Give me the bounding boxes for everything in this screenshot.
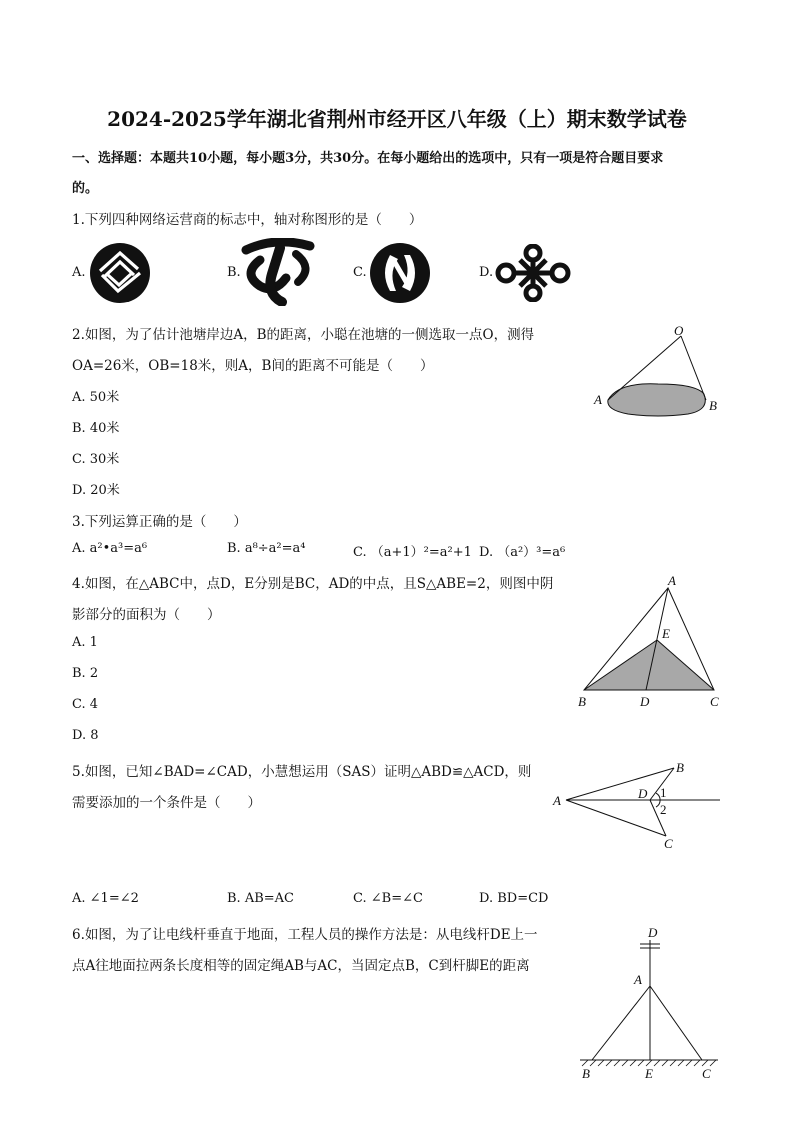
q1-option-b-label: B. — [227, 265, 241, 280]
q2-label-b: B — [709, 398, 717, 413]
q2-option-d: D. 20米 — [72, 483, 120, 498]
q3-option-b: B. a⁸÷a²=a⁴ — [227, 541, 306, 556]
q6-label-b: B — [582, 1066, 590, 1081]
q5-label-angle2: 2 — [660, 802, 667, 817]
q2-option-b: B. 40米 — [72, 421, 120, 436]
q4-label-c: C — [710, 694, 719, 709]
q4-line1: 4.如图，在△ABC中，点D，E分别是BC，AD的中点，且S△ABE=2，则图中阴 — [72, 576, 554, 592]
q6-line1: 6.如图，为了让电线杆垂直于地面，工程人员的操作方法是：从电线杆DE上一 — [72, 927, 538, 943]
q5-label-c: C — [664, 836, 673, 851]
q4-option-c: C. 4 — [72, 697, 99, 712]
q5-option-b: B. AB=AC — [227, 891, 294, 906]
q2-option-a: A. 50米 — [72, 390, 120, 405]
q4-label-d: D — [640, 694, 650, 709]
q5-label-a: A — [553, 793, 561, 808]
q2-label-o: O — [674, 323, 684, 338]
q5-line2: 需要添加的一个条件是（ ） — [72, 795, 261, 811]
q4-label-e: E — [662, 626, 670, 641]
q4-label-b: B — [578, 694, 586, 709]
page-title: 2024-2025学年湖北省荆州市经开区八年级（上）期末数学试卷 — [107, 107, 687, 131]
q2-option-c: C. 30米 — [72, 452, 120, 467]
q4-triangle-figure — [572, 570, 732, 712]
china-netcom-logo-icon — [368, 241, 432, 305]
q6-line2: 点A往地面拉两条长度相等的固定绳AB与AC，当固定点B，C到杆脚E的距离 — [72, 958, 530, 974]
china-telecom-logo-icon — [240, 238, 316, 306]
q4-option-a: A. 1 — [72, 635, 98, 650]
q6-label-d: D — [648, 925, 658, 940]
q5-label-b: B — [676, 760, 684, 775]
q5-kite-figure — [550, 756, 726, 852]
china-unicom-logo-icon — [494, 244, 572, 302]
q6-label-a: A — [634, 972, 642, 987]
q1-option-c-label: C. — [353, 265, 367, 280]
section-header-line2: 的。 — [72, 181, 99, 196]
q4-label-a: A — [668, 573, 676, 588]
q5-label-d: D — [638, 786, 648, 801]
q3-stem: 3.下列运算正确的是（ ） — [72, 514, 247, 530]
q4-line2: 影部分的面积为（ ） — [72, 607, 221, 623]
q6-label-e: E — [645, 1066, 653, 1081]
q4-option-d: D. 8 — [72, 728, 99, 743]
q6-pole-figure — [574, 922, 724, 1082]
q2-line2: OA=26米，OB=18米，则A，B间的距离不可能是（ ） — [72, 358, 434, 374]
q2-line1: 2.如图，为了估计池塘岸边A，B的距离，小聪在池塘的一侧选取一点O，测得 — [72, 327, 535, 343]
section-header-line1: 一、选择题：本题共10小题，每小题3分，共30分。在每小题给出的选项中，只有一项是符合题目要求 — [72, 151, 664, 166]
q1-option-d-label: D. — [479, 265, 494, 280]
q2-pond-figure — [588, 320, 728, 420]
q6-label-c: C — [702, 1066, 711, 1081]
q5-option-c: C. ∠B=∠C — [353, 891, 423, 906]
q3-option-d: D. （a²）³=a⁶ — [479, 545, 566, 560]
q1-stem: 1.下列四种网络运营商的标志中，轴对称图形的是（ ） — [72, 212, 423, 228]
china-mobile-logo-icon — [88, 241, 152, 305]
q5-option-a: A. ∠1=∠2 — [72, 891, 139, 906]
q1-option-a-label: A. — [72, 265, 86, 280]
q3-option-c: C. （a+1）²=a²+1 — [353, 545, 472, 560]
q5-option-d: D. BD=CD — [479, 891, 549, 906]
q2-label-a: A — [594, 392, 602, 407]
q5-label-angle1: 1 — [660, 785, 667, 800]
q4-option-b: B. 2 — [72, 666, 99, 681]
q5-line1: 5.如图，已知∠BAD=∠CAD，小慧想运用（SAS）证明△ABD≌△ACD，则 — [72, 764, 532, 780]
q3-option-a: A. a²•a³=a⁶ — [72, 541, 148, 556]
